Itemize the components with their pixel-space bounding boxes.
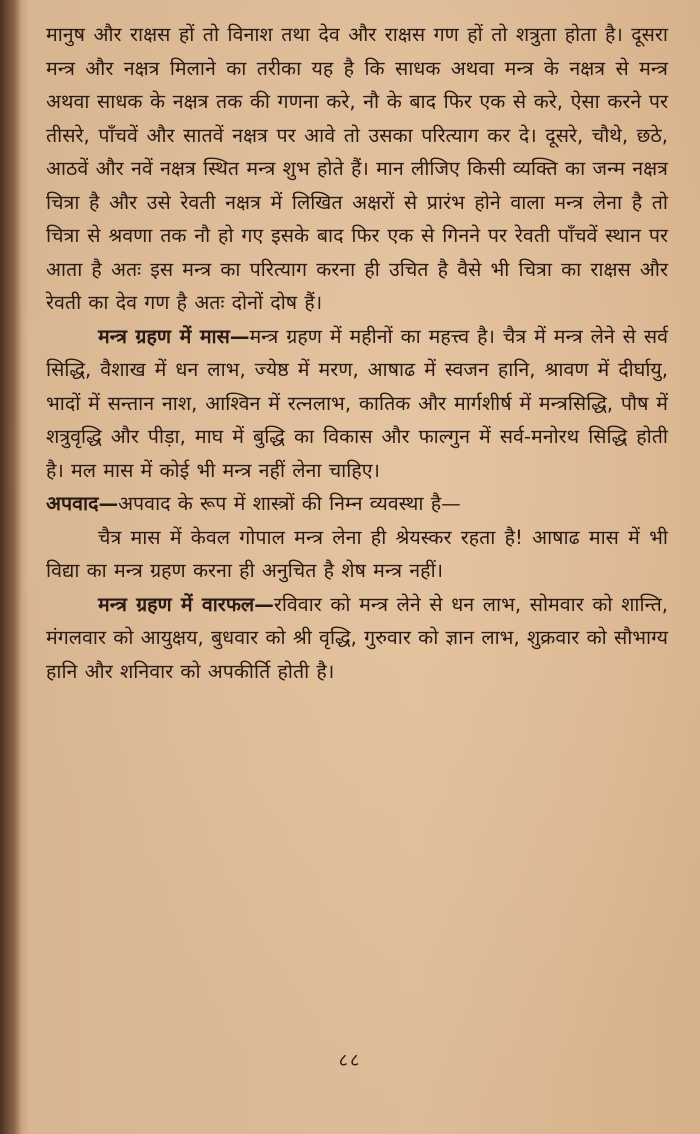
page-number: ८८ [338,1050,362,1071]
paragraph-text: रविवार को मन्त्र लेने से धन लाभ, सोमवार को शान्ति, मंगलवार को आयुक्षय, बुधवार को श्री वृद्धि, गुरुवार को ज्ञान लाभ, शुक्रवार को सौभाग्य हानि और शनिवार को अपकीर्ति होती है। [46,592,668,683]
book-binding [0,0,22,1134]
paragraph-text: अपवाद के रूप में शास्त्रों की निम्न व्यवस्था है— [118,492,461,515]
paragraph-heading: अपवाद— [46,492,119,515]
paragraph-exception-detail [46,521,668,588]
paragraph-month [46,320,668,488]
paragraph-exception [46,487,668,521]
paragraph-weekday [46,588,668,689]
paragraph-text: मानुष और राक्षस हों तो विनाश तथा देव और राक्षस गण हों तो शत्रुता होता है। दूसरा मन्त्र और नक्षत्र मिलाने का तरीका यह है कि साधक अथवा मन्त्र के नक्षत्र से मन्त्र अथवा साधक के नक्षत्र तक की गणना करे, नौ के बाद फिर एक से करे, ऐसा करने पर तीसरे, पाँचवें और सातवें नक्षत्र पर आवे तो उसका परित्याग कर दे। दूसरे, चौथे, छठे, आठवें और नवें नक्षत्र स्थित मन्त्र शुभ होते हैं। मान लीजिए किसी व्यक्ति का जन्म नक्षत्र चित्रा है और उसे रेवती नक्षत्र में लिखित अक्षरों से प्रारंभ होने वाला मन्त्र लेना है तो चित्रा से श्रवणा तक नौ हो गए इसके बाद फिर एक से गिनने पर रेवती पाँचवें स्थान पर आता है अतः इस मन्त्र का परित्याग करना ही उचित है वैसे भी चित्रा का राक्षस और रेवती का देव गण है अतः दोनों दोष हैं। [46,23,668,314]
paragraph-text: मन्त्र ग्रहण में महीनों का महत्त्व है। चैत्र में मन्त्र लेने से सर्व सिद्धि, वैशाख में धन लाभ, ज्येष्ठ में मरण, आषाढ में स्वजन हानि, श्रावण में दीर्घायु, भादों में सन्तान नाश, आश्विन में रत्नलाभ, कातिक और मार्गशीर्ष में मन्त्रसिद्धि, पौष में शत्रुवृद्धि और पीड़ा, माघ में बुद्धि का विकास और फाल्गुन में सर्व-मनोरथ सिद्धि होती है। मल मास में कोई भी मन्त्र नहीं लेना चाहिए। [46,324,668,482]
paragraph-heading: मन्त्र ग्रहण में मास— [98,324,250,348]
paragraph-heading: मन्त्र ग्रहण में वारफल— [98,592,274,616]
page-text [46,18,668,688]
paragraph-nakshatra [46,18,668,320]
paragraph-text: चैत्र मास में केवल गोपाल मन्त्र लेना ही श्रेयस्कर रहता है! आषाढ मास में भी विद्या का मन्त्र ग्रहण करना ही अनुचित है शेष मन्त्र नहीं। [46,525,668,582]
